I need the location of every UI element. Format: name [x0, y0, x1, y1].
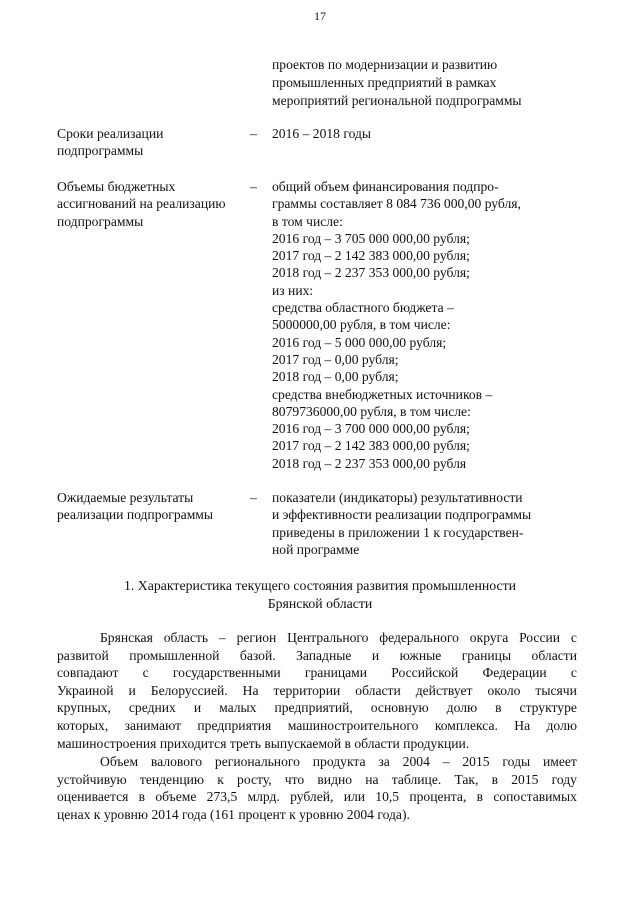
row-label-line: Ожидаемые результаты [57, 490, 194, 505]
intro-line: промышленных предприятий в рамках [272, 75, 497, 90]
intro-line: проектов по модернизации и развитию [272, 57, 498, 72]
section-heading-line: 1. Характеристика текущего состояния развития промышленности [124, 578, 516, 593]
row-value-line: и эффективности реализации подпрограммы [272, 507, 532, 523]
body-paragraph [57, 629, 577, 752]
row-label-line: подпрограммы [57, 143, 144, 159]
row-label-line: Сроки реализации [57, 126, 164, 141]
row-label [57, 489, 247, 524]
paragraph-line: ценах к уровню 2014 года (161 процент к уровню 2004 года). [57, 806, 410, 822]
row-value-line: ной программе [272, 541, 360, 557]
row-value-line: 2018 год – 2 237 353 000,00 рубля [272, 455, 467, 471]
page-number: 17 [314, 9, 326, 23]
row-label-line: Объемы бюджетных [57, 179, 176, 194]
row-label-line: реализации подпрограммы [57, 507, 214, 523]
paragraph-line: крупных, средних и малых предприятий, основную долю в структуре [57, 700, 577, 716]
section-heading [0, 577, 640, 613]
paragraph-line: Объем валового регионального продукта за 2004 – 2015 годы имеет [100, 754, 577, 769]
row-value-line: из них: [272, 282, 314, 298]
row-label-line: подпрограммы [57, 213, 144, 229]
row-value-line: 2017 год – 2 142 383 000,00 рубля; [272, 248, 470, 264]
row-value-line: 2016 год – 3 700 000 000,00 рубля; [272, 421, 470, 437]
row-value-line: 2016 год – 5 000 000,00 рубля; [272, 334, 447, 350]
row-value-line: 2017 год – 0,00 рубля; [272, 351, 399, 367]
intro-line: мероприятий региональной подпрограммы [272, 93, 522, 108]
row-label [57, 125, 247, 160]
row-value [272, 178, 572, 472]
row-value-line: 8079736000,00 рубля, в том числе: [272, 403, 471, 419]
row-dash: – [250, 126, 257, 141]
row-value-line: 5000000,00 рубля, в том числе: [272, 317, 451, 333]
row-value-line: показатели (индикаторы) результативности [272, 490, 523, 505]
row-value-line: 2017 год – 2 142 383 000,00 рубля; [272, 438, 470, 454]
row-label-line: ассигнований на реализацию [57, 196, 226, 212]
paragraph-line: оценивается в объеме 273,5 млрд. рублей, или 10,5 процента, в сопоставимых [57, 789, 577, 805]
row-value-line: средства внебюджетных источников – [272, 386, 493, 402]
paragraph-line: машиностроения приходится треть выпускаемой в области продукции. [57, 735, 470, 751]
row-value-line: 2018 год – 0,00 рубля; [272, 369, 399, 385]
section-heading-line: Брянской области [267, 596, 373, 611]
row-value-line: 2016 – 2018 годы [272, 126, 372, 141]
row-value-line: общий объем финансирования подпро- [272, 179, 499, 194]
row-value-line: в том числе: [272, 213, 343, 229]
paragraph-line: Украиной и Белоруссией. На территории области действует около тысячи [57, 682, 577, 698]
paragraph-line: которых, занимают предприятия машиностроительного комплекса. На долю [57, 717, 577, 733]
row-value-line: граммы составляет 8 084 736 000,00 рубля, [272, 196, 521, 212]
paragraph-line: устойчивую тенденцию к росту, что видно на таблице. Так, в 2015 году [57, 771, 577, 787]
body-paragraph [57, 753, 577, 823]
row-value-line: приведены в приложении 1 к государствен- [272, 524, 524, 540]
row-value [272, 489, 572, 558]
paragraph-line: развитой промышленной базой. Западные и южные границы области [57, 647, 577, 663]
paragraph-line: Брянская область – регион Центрального федерального округа России с [100, 630, 577, 645]
row-value-line: средства областного бюджета – [272, 300, 454, 316]
row-value-line: 2018 год – 2 237 353 000,00 рубля; [272, 265, 470, 281]
row-value [272, 125, 572, 142]
row-dash: – [250, 179, 257, 194]
row-label [57, 178, 247, 230]
paragraph-line: совпадают с государственными границами Российской Федерации с [57, 665, 577, 681]
row-value-line: 2016 год – 3 705 000 000,00 рубля; [272, 230, 470, 246]
row-dash: – [250, 490, 257, 505]
